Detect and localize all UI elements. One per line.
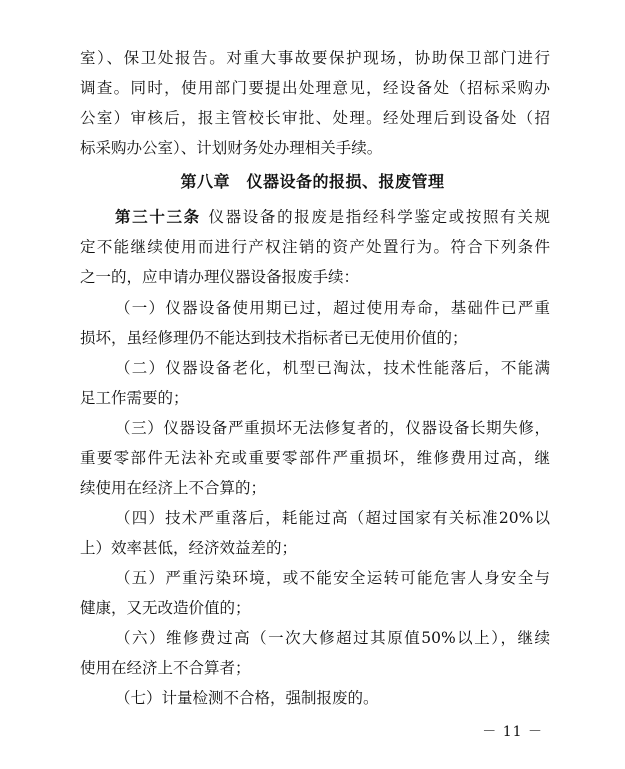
list-item-line: 损坏，虽经修理仍不能达到技术指标者已无使用价值的； <box>80 329 468 347</box>
article-first-line <box>115 205 550 229</box>
list-item-line: 续使用在经济上不合算的； <box>80 479 267 497</box>
list-item-line: 使用在经济上不合算者； <box>80 659 251 677</box>
article-line: 定不能继续使用而进行产权注销的资产处置行为。符合下列条件 <box>80 238 550 256</box>
paragraph-line: 标采购办公室）、计划财务处办理相关手续。 <box>80 139 383 157</box>
list-item-line: （三）仪器设备严重损坏无法修复者的，仪器设备长期失修， <box>115 419 550 437</box>
paragraph-line: 调查。同时，使用部门要提出处理意见，经设备处（招标采购办 <box>80 79 550 97</box>
paragraph-line: 公室）审核后，报主管校长审批、处理。经处理后到设备处（招 <box>80 109 550 127</box>
list-item-line: （一）仪器设备使用期已过，超过使用寿命，基础件已严重 <box>115 299 550 317</box>
article-text: 仪器设备的报废是指经科学鉴定或按照有关规 <box>206 208 550 226</box>
list-item-line: （六）维修费过高（一次大修超过其原值50%以上），继续 <box>115 629 550 647</box>
paragraph-line: 室）、保卫处报告。对重大事故要保护现场，协助保卫部门进行 <box>80 49 550 67</box>
list-item-line: 健康，又无改造价值的； <box>80 599 251 617</box>
list-item-line: （二）仪器设备老化，机型已淘汰，技术性能落后，不能满 <box>115 359 550 377</box>
list-item-line: （五）严重污染环境，或不能安全运转可能危害人身安全与 <box>115 569 550 587</box>
list-item-line: （七）计量检测不合格，强制报废的。 <box>115 689 379 707</box>
list-item-line: 重要零部件无法补充或重要零部件严重损坏，维修费用过高，继 <box>80 449 550 467</box>
list-item-line: 上）效率甚低，经济效益差的； <box>80 539 298 557</box>
chapter-title: 第八章 仪器设备的报损、报废管理 <box>180 172 445 191</box>
article-line: 之一的，应申请办理仪器设备报废手续： <box>80 268 360 286</box>
list-item-line: 足工作需要的； <box>80 389 189 407</box>
list-item-line: （四）技术严重落后，耗能过高（超过国家有关标准20%以 <box>115 509 550 527</box>
article-heading: 第三十三条 <box>115 208 201 226</box>
page-number: － 11 － <box>482 724 543 740</box>
